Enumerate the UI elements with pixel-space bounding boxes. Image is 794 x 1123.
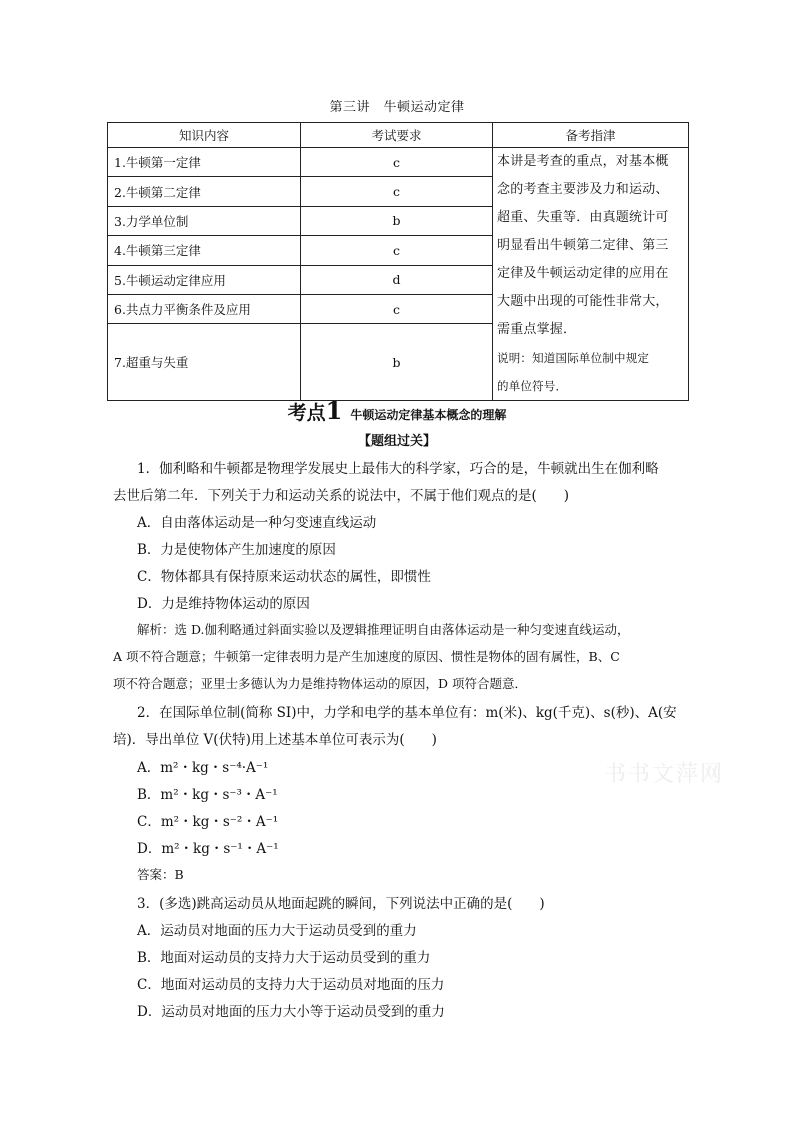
topic-cell: 7.超重与失重 bbox=[108, 324, 301, 401]
q3-option-b: B．地面对运动员的支持力大于运动员受到的重力 bbox=[137, 950, 431, 966]
requirement-cell: b bbox=[301, 324, 493, 401]
q2-option-b: B．m²・kg・s⁻³・A⁻¹ bbox=[137, 787, 278, 803]
guide-line: 明显看出牛顿第二定律、第三 bbox=[497, 238, 669, 253]
q1-stem-line: 1．伽利略和牛顿都是物理学发展史上最伟大的科学家，巧合的是，牛顿就出生在伽利略 bbox=[137, 461, 659, 477]
table-header-row bbox=[108, 123, 689, 148]
topic-cell: 2.牛顿第二定律 bbox=[108, 177, 301, 206]
guide-line: 大题中出现的可能性非常大， bbox=[497, 294, 669, 309]
guide-line: 超重、失重等．由真题统计可 bbox=[497, 210, 669, 225]
kaodian-label: 考点 bbox=[287, 402, 326, 424]
q2-option-c: C．m²・kg・s⁻²・A⁻¹ bbox=[137, 814, 279, 830]
guide-line: 需重点掌握． bbox=[497, 322, 577, 337]
requirement-cell: c bbox=[301, 148, 493, 177]
q1-option-b: B．力是使物体产生加速度的原因 bbox=[137, 542, 336, 558]
q3-option-a: A．运动员对地面的压力大于运动员受到的重力 bbox=[137, 923, 417, 939]
requirement-cell: c bbox=[301, 177, 493, 206]
requirement-cell: b bbox=[301, 206, 493, 235]
guide-line: 本讲是考查的重点，对基本概 bbox=[497, 154, 669, 169]
q2-option-d: D．m²・kg・s⁻¹・A⁻¹ bbox=[137, 841, 279, 857]
table-row bbox=[108, 148, 689, 177]
watermark: 书书文萍网 bbox=[604, 762, 725, 787]
header-requirement: 考试要求 bbox=[301, 123, 493, 148]
guide-note: 的单位符号． bbox=[497, 379, 568, 393]
page-title: 第三讲 牛顿运动定律 bbox=[329, 100, 465, 115]
topic-cell: 3.力学单位制 bbox=[108, 206, 301, 235]
requirement-cell: c bbox=[301, 294, 493, 323]
topic-cell: 1.牛顿第一定律 bbox=[108, 148, 301, 177]
guide-cell bbox=[493, 148, 689, 401]
q1-analysis-line: 解析：选 D.伽利略通过斜面实验以及逻辑推理证明自由落体运动是一种匀变速直线运动， bbox=[137, 622, 630, 637]
group-label: 【题组过关】 bbox=[357, 434, 436, 449]
q1-option-d: D．力是维持物体运动的原因 bbox=[137, 596, 310, 612]
q3-option-c: C．地面对运动员的支持力大于运动员对地面的压力 bbox=[137, 977, 445, 993]
q3-stem: 3．(多选)跳高运动员从地面起跳的瞬间，下列说法中正确的是( ) bbox=[137, 896, 545, 912]
q3-option-d: D．运动员对地面的压力大小等于运动员受到的重力 bbox=[137, 1004, 445, 1020]
guide-note: 说明：知道国际单位制中规定 bbox=[497, 351, 650, 365]
q2-answer: 答案：B bbox=[137, 867, 184, 882]
guide-line: 念的考查主要涉及力和运动、 bbox=[497, 182, 669, 197]
q1-analysis-line: 项不符合题意；亚里士多德认为力是维持物体运动的原因，D 项符合题意． bbox=[113, 676, 527, 691]
q1-analysis-line: A 项不符合题意；牛顿第一定律表明力是产生加速度的原因、惯性是物体的固有属性，B、C bbox=[113, 649, 620, 664]
topic-cell: 4.牛顿第三定律 bbox=[108, 236, 301, 265]
requirement-cell: c bbox=[301, 236, 493, 265]
kaodian-number: 1 bbox=[325, 396, 343, 425]
q1-option-a: A．自由落体运动是一种匀变速直线运动 bbox=[137, 515, 377, 531]
q1-option-c: C．物体都具有保持原来运动状态的属性，即惯性 bbox=[137, 569, 431, 585]
header-guide: 备考指津 bbox=[493, 123, 689, 148]
q1-stem-line: 去世后第二年．下列关于力和运动关系的说法中，不属于他们观点的是( ) bbox=[113, 488, 570, 504]
requirement-cell: d bbox=[301, 265, 493, 294]
q2-stem-line: 2．在国际单位制(简称 SI)中，力学和电学的基本单位有：m(米)、kg(千克)、s(秒)、A(安 bbox=[137, 705, 677, 721]
kaodian-title: 牛顿运动定律基本概念的理解 bbox=[350, 408, 507, 422]
topic-cell: 5.牛顿运动定律应用 bbox=[108, 265, 301, 294]
topic-cell: 6.共点力平衡条件及应用 bbox=[108, 294, 301, 323]
header-knowledge: 知识内容 bbox=[108, 123, 301, 148]
q2-option-a: A．m²・kg・s⁻⁴·A⁻¹ bbox=[137, 760, 269, 776]
knowledge-table bbox=[107, 122, 689, 401]
guide-line: 定律及牛顿运动定律的应用在 bbox=[497, 266, 669, 281]
section-heading bbox=[0, 396, 794, 425]
q2-stem-line: 培)．导出单位 V(伏特)用上述基本单位可表示为( ) bbox=[113, 732, 437, 748]
